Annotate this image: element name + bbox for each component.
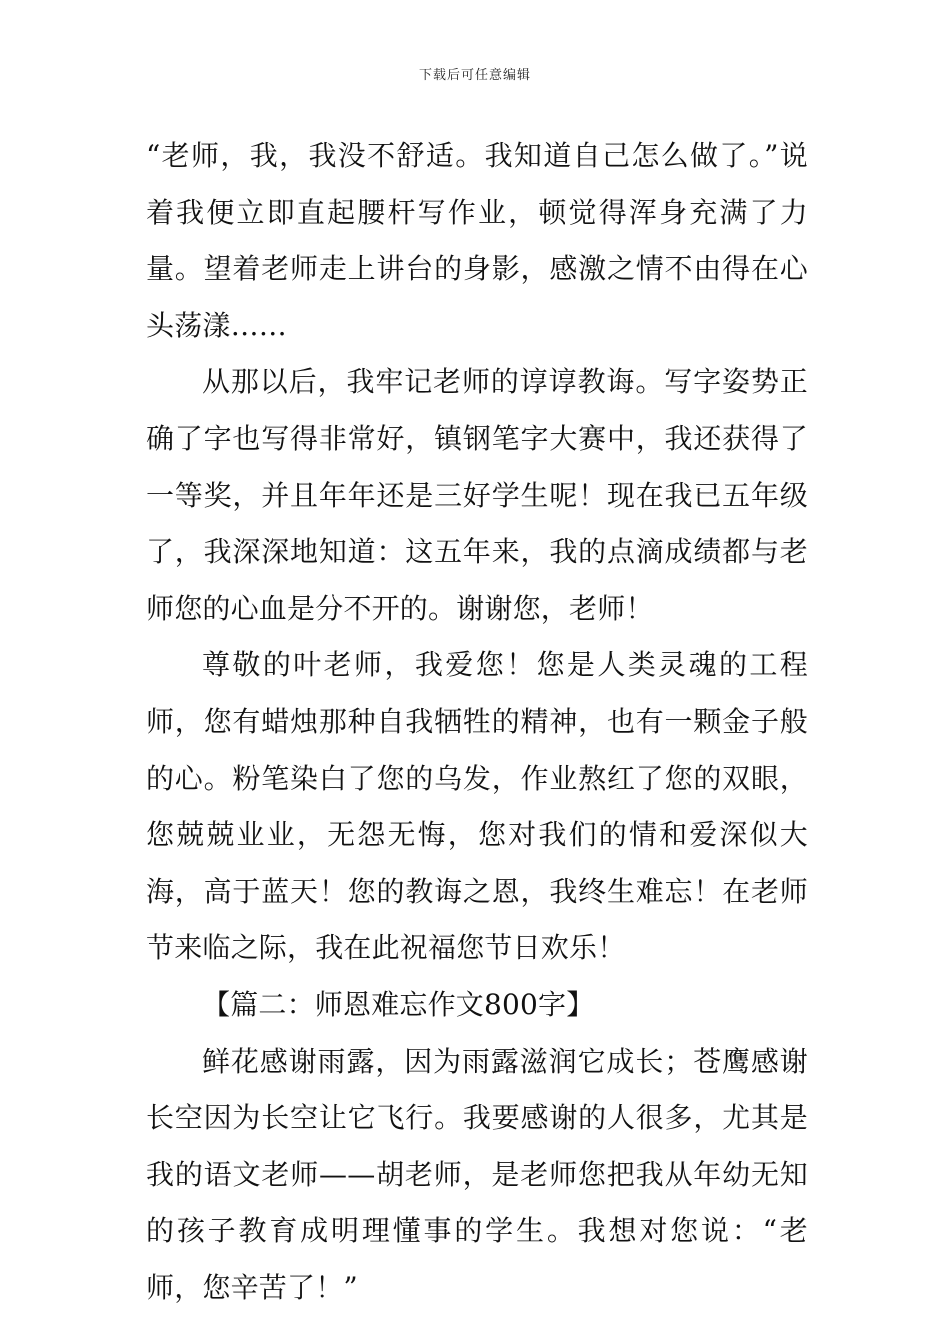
paragraph-dear-teacher: 尊敬的叶老师，我爱您！您是人类灵魂的工程师，您有蜡烛那种自我牺牲的精神，也有一颗金子般的心。粉笔染白了您的乌发，作业熬红了您的双眼，您兢兢业业，无怨无悔，您对我们的情和爱深似大海，高于蓝天！您的教诲之恩，我终生难忘！在老师节来临之际，我在此祝福您节日欢乐！ (146, 648, 808, 965)
paragraph-continuation: “老师，我，我没不舒适。我知道自己怎么做了。”说着我便立即直起腰杆写作业，顿觉得浑身充满了力量。望着老师走上讲台的身影，感激之情不由得在心头荡漾…… (146, 139, 808, 342)
page-header-caption: 下载后可任意编辑 (418, 68, 531, 83)
paragraph-after-that: 从那以后，我牢记老师的谆谆教诲。写字姿势正确了字也写得非常好，镇钢笔字大赛中，我还获得了一等奖，并且年年还是三好学生呢！现在我已五年级了，我深深地知道：这五年来，我的点滴成绩都与老师您的心血是分不开的。谢谢您，老师！ (146, 365, 808, 625)
section-heading: 【篇二：师恩难忘作文800字】 (202, 987, 595, 1021)
document-body (146, 128, 808, 1316)
paragraph-flowers-thank-rain: 鲜花感谢雨露，因为雨露滋润它成长；苍鹰感谢长空因为长空让它飞行。我要感谢的人很多，尤其是我的语文老师——胡老师，是老师您把我从年幼无知的孩子教育成明理懂事的学生。我想对您说：“老师，您辛苦了！” (146, 1044, 808, 1304)
